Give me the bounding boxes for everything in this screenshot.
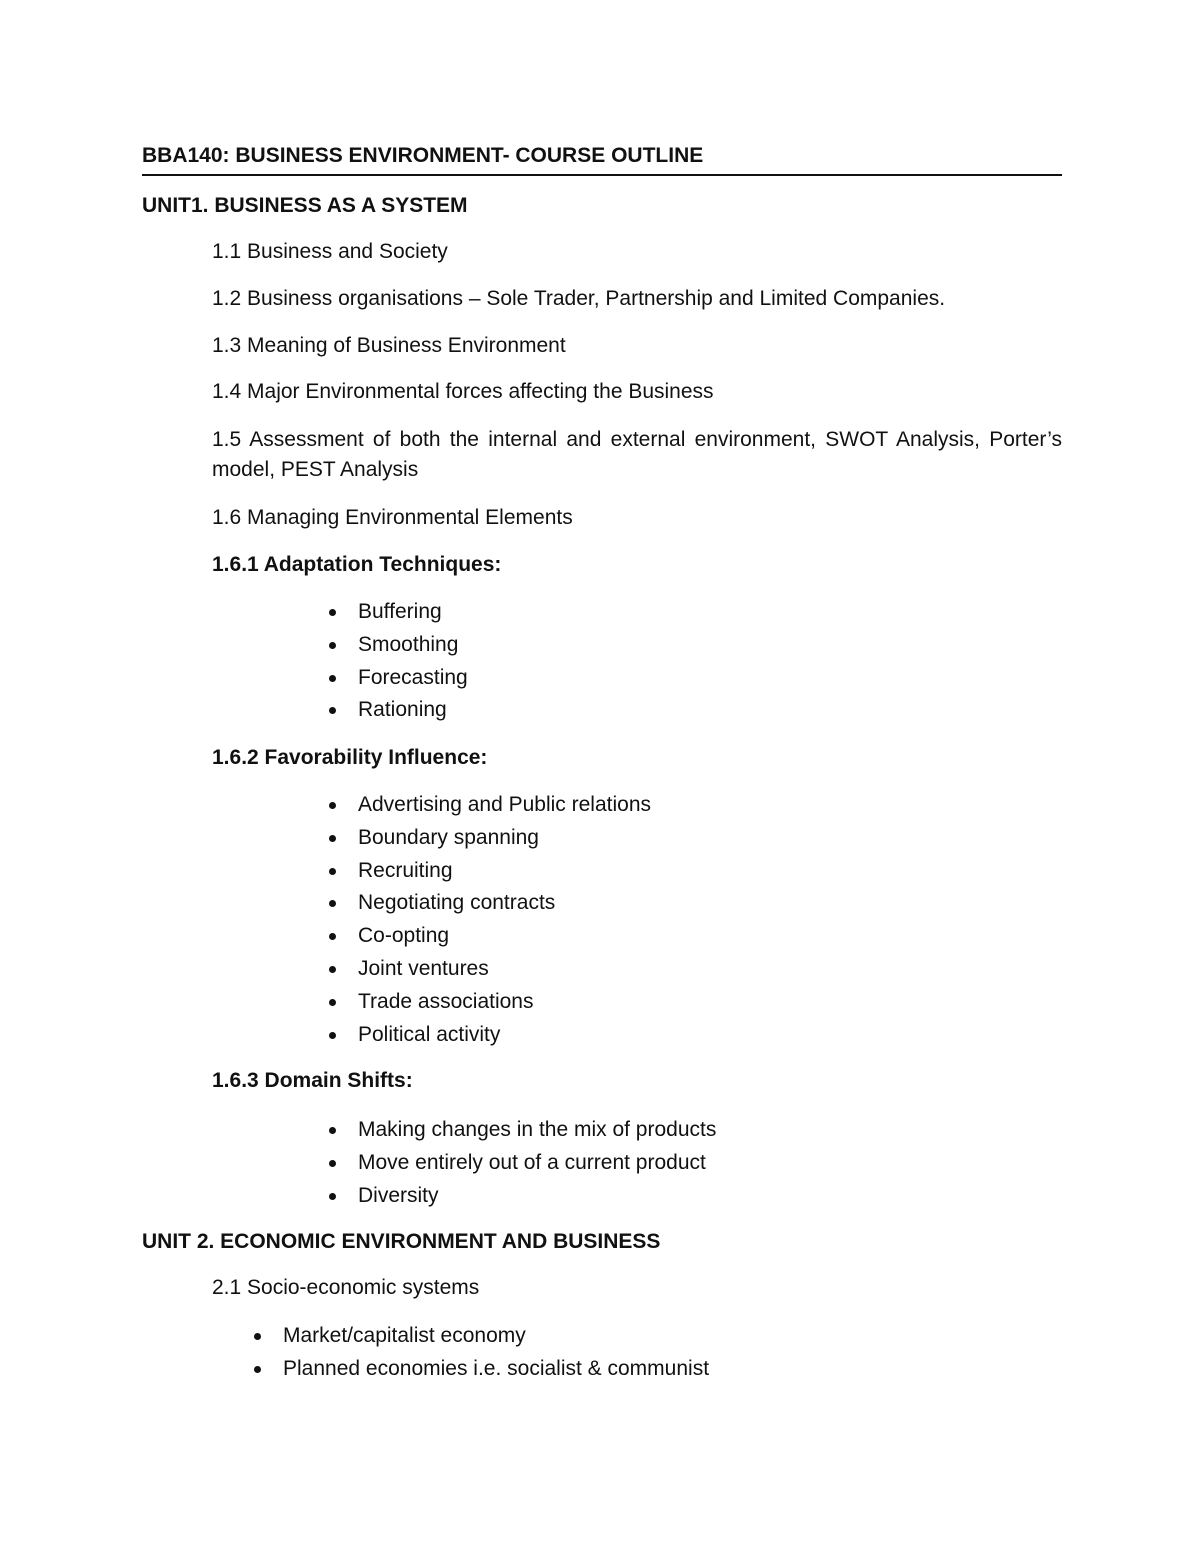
- bullet-icon: [329, 900, 336, 907]
- list-item: Making changes in the mix of products: [358, 1114, 716, 1147]
- list-item: Buffering: [358, 596, 468, 629]
- list-item: Planned economies i.e. socialist & communist: [283, 1353, 709, 1386]
- domain-shifts-heading: 1.6.3 Domain Shifts:: [212, 1069, 413, 1092]
- bullet-icon: [329, 999, 336, 1006]
- list-item: Political activity: [358, 1019, 651, 1052]
- unit1-item-1-2: 1.2 Business organisations – Sole Trader, Partnership and Limited Companies.: [212, 287, 946, 310]
- bullet-icon: [329, 609, 336, 616]
- document-title: BBA140: BUSINESS ENVIRONMENT- COURSE OUTLINE: [142, 142, 1062, 176]
- bullet-icon: [254, 1333, 261, 1340]
- socio-economic-systems-list: [283, 1320, 709, 1386]
- bullet-icon: [329, 966, 336, 973]
- unit1-item-1-1: 1.1 Business and Society: [212, 240, 448, 263]
- unit2-heading: UNIT 2. ECONOMIC ENVIRONMENT AND BUSINESS: [142, 1230, 661, 1253]
- bullet-icon: [329, 1127, 336, 1134]
- list-item: Diversity: [358, 1180, 716, 1213]
- bullet-icon: [329, 1032, 336, 1039]
- list-item: Negotiating contracts: [358, 887, 651, 920]
- list-item: Forecasting: [358, 662, 468, 695]
- bullet-icon: [329, 1160, 336, 1167]
- favorability-influence-heading: 1.6.2 Favorability Influence:: [212, 746, 488, 769]
- bullet-icon: [329, 933, 336, 940]
- favorability-influence-list: [358, 789, 651, 1051]
- unit1-item-1-5: 1.5 Assessment of both the internal and external environment, SWOT Analysis, Porter’s model, PEST Analysis: [212, 428, 1062, 481]
- bullet-icon: [329, 642, 336, 649]
- list-item: Smoothing: [358, 629, 468, 662]
- bullet-icon: [329, 1193, 336, 1200]
- bullet-icon: [329, 707, 336, 714]
- bullet-icon: [329, 835, 336, 842]
- list-item: Trade associations: [358, 986, 651, 1019]
- unit1-item-1-4: 1.4 Major Environmental forces affecting the Business: [212, 380, 714, 403]
- list-item: Co-opting: [358, 920, 651, 953]
- unit1-item-1-6: 1.6 Managing Environmental Elements: [212, 506, 573, 529]
- list-item: Advertising and Public relations: [358, 789, 651, 822]
- list-item: Boundary spanning: [358, 822, 651, 855]
- unit1-heading: UNIT1. BUSINESS AS A SYSTEM: [142, 194, 468, 217]
- bullet-icon: [329, 802, 336, 809]
- list-item: Move entirely out of a current product: [358, 1147, 716, 1180]
- domain-shifts-list: [358, 1114, 716, 1212]
- adaptation-techniques-heading: 1.6.1 Adaptation Techniques:: [212, 553, 502, 576]
- bullet-icon: [254, 1366, 261, 1373]
- list-item: Rationing: [358, 694, 468, 727]
- unit2-item-2-1: 2.1 Socio-economic systems: [212, 1276, 480, 1299]
- bullet-icon: [329, 675, 336, 682]
- list-item: Market/capitalist economy: [283, 1320, 709, 1353]
- list-item: Recruiting: [358, 855, 651, 888]
- list-item: Joint ventures: [358, 953, 651, 986]
- adaptation-techniques-list: [358, 596, 468, 727]
- unit1-item-1-3: 1.3 Meaning of Business Environment: [212, 334, 566, 357]
- bullet-icon: [329, 868, 336, 875]
